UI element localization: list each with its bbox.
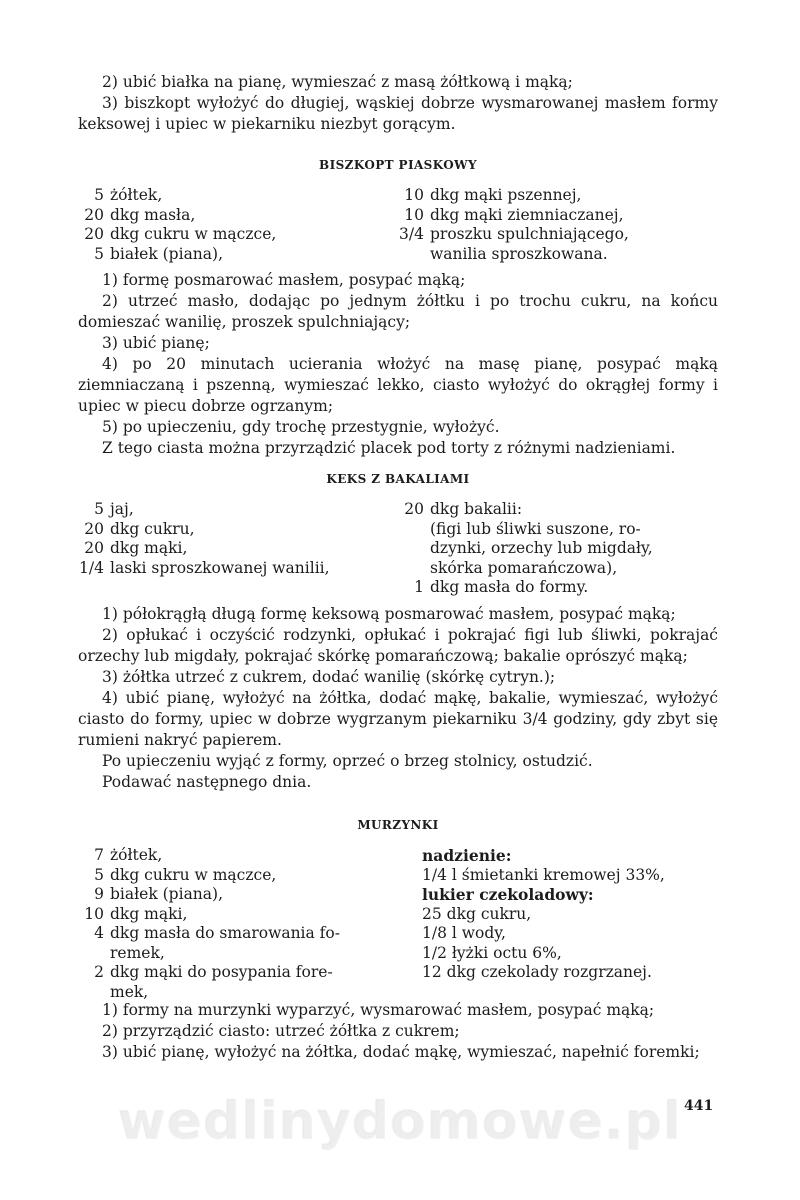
step: 2) przyrządzić ciasto: utrzeć żółtka z cukrem; — [102, 1022, 460, 1040]
ingredient: (figi lub śliwki suszone, ro- — [430, 519, 641, 538]
recipe-steps — [78, 270, 718, 459]
intro-steps — [78, 72, 718, 135]
ingredient: 20 dkg masła, — [84, 205, 196, 224]
recipe-title: KEKS Z BAKALIAMI — [326, 472, 470, 486]
ingredient: 10 dkg mąki, — [84, 904, 188, 923]
ingredient: 5 żółtek, — [94, 186, 163, 204]
step: 3) żółtka utrzeć z cukrem, dodać wanilię (skórkę cytryn.); — [102, 668, 556, 686]
ingredient: 10 dkg mąki ziemniaczanej, — [404, 205, 624, 224]
ingredients-left — [78, 846, 340, 1002]
glaze-label: lukier czekoladowy: — [422, 885, 594, 904]
ingredient: 12 dkg czekolady rozgrzanej. — [422, 963, 652, 981]
ingredient: 1/4 l śmietanki kremowej 33%, — [422, 865, 665, 884]
step: 3) ubić pianę, wyłożyć na żółtka, dodać mąkę, wymieszać, napełnić foremki; — [102, 1043, 700, 1061]
ingredient: 20 dkg mąki, — [84, 539, 188, 557]
ingredients-left — [78, 186, 276, 264]
ingredient: 10 dkg mąki pszennej, — [404, 186, 582, 204]
ingredient: 1 dkg masła do formy. — [414, 578, 589, 596]
ingredient: 4 dkg masła do smarowania fo- — [94, 924, 340, 942]
ingredient: 3/4 proszku spulchniającego, — [399, 225, 629, 243]
ingredient: 20 dkg cukru, — [84, 519, 195, 538]
ingredient: 20 dkg cukru w mączce, — [84, 225, 277, 243]
ingredient: 5 dkg cukru w mączce, — [94, 865, 277, 884]
ingredient: wanilia sproszkowana. — [430, 244, 608, 263]
step: 2) utrzeć masło, dodając po jednym żółtku i po trochu cukru, na końcu domieszać wanilię, proszek spulchniający; — [78, 292, 718, 331]
ingredient: 5 białek (piana), — [94, 244, 224, 263]
step: 1) formę posmarować masłem, posypać mąką; — [102, 271, 466, 289]
step: Z tego ciasta można przyrządzić placek pod torty z różnymi nadzieniami. — [102, 439, 676, 457]
recipe-steps — [78, 1000, 718, 1063]
ingredients-right — [398, 186, 629, 264]
ingredient: 5 jaj, — [94, 500, 134, 518]
ingredient: 2 dkg mąki do posypania fore- — [94, 963, 333, 981]
ingredient: 7 żółtek, — [94, 846, 163, 864]
ingredients-right — [422, 846, 665, 983]
step: 1) formy na murzynki wyparzyć, wysmarować masłem, posypać mąką; — [102, 1001, 655, 1019]
step: 4) ubić pianę, wyłożyć na żółtka, dodać mąkę, bakalie, wymieszać, wyłożyć ciasto do formy, upiec w dobrze wygrzanym piekarniku 3/4 godziny, gdy zbyt się rumieni nakryć papierem. — [78, 689, 718, 749]
ingredient: 1/4 laski sproszkowanej wanilii, — [79, 558, 330, 577]
ingredients-right — [398, 500, 653, 598]
ingredient: mek, — [110, 982, 149, 1001]
watermark: wedlinydomowe.pl — [117, 1092, 683, 1152]
recipe-title: BISZKOPT PIASKOWY — [319, 158, 477, 172]
intro-step: 3) biszkopt wyłożyć do długiej, wąskiej dobrze wysmarowanej masłem formy keksowej i upiec w piekarniku niezbyt gorącym. — [78, 94, 718, 133]
ingredient: skórka pomarańczowa), — [430, 558, 618, 577]
ingredient: 20 dkg bakalii: — [404, 500, 523, 518]
step: 4) po 20 minutach ucierania włożyć na masę pianę, posypać mąką ziemniaczaną i pszenną, wymieszać lekko, ciasto wyłożyć do okrągłej formy i upiec w piecu dobrze ogrzanym; — [78, 355, 718, 415]
ingredient: dzynki, orzechy lub migdały, — [430, 539, 653, 557]
ingredient: remek, — [110, 943, 165, 962]
ingredient: 1/8 l wody, — [422, 924, 506, 942]
step: Po upieczeniu wyjąć z formy, oprzeć o brzeg stolnicy, ostudzić. — [102, 752, 593, 770]
step: 3) ubić pianę; — [102, 334, 210, 352]
recipe-title: MURZYNKI — [357, 818, 439, 832]
ingredient: 9 białek (piana), — [94, 885, 224, 903]
intro-step: 2) ubić białka na pianę, wymieszać z masą żółtkową i mąką; — [102, 73, 573, 91]
ingredients-left — [78, 500, 330, 578]
ingredient: 25 dkg cukru, — [422, 904, 532, 923]
step: 1) półokrągłą długą formę keksową posmarować masłem, posypać mąką; — [102, 605, 676, 623]
filling-label: nadzienie: — [422, 846, 512, 865]
recipe-steps — [78, 604, 718, 793]
step: 2) opłukać i oczyścić rodzynki, opłukać i pokrajać figi lub śliwki, pokrajać orzechy lub migdały, pokrajać skórkę pomarańczową; bakalie oprószyć mąką; — [78, 626, 718, 665]
step: 5) po upieczeniu, gdy trochę przestygnie, wyłożyć. — [102, 418, 500, 436]
ingredient: 1/2 łyżki octu 6%, — [422, 943, 562, 962]
step: Podawać następnego dnia. — [102, 773, 312, 791]
page-number: 441 — [684, 1098, 714, 1114]
